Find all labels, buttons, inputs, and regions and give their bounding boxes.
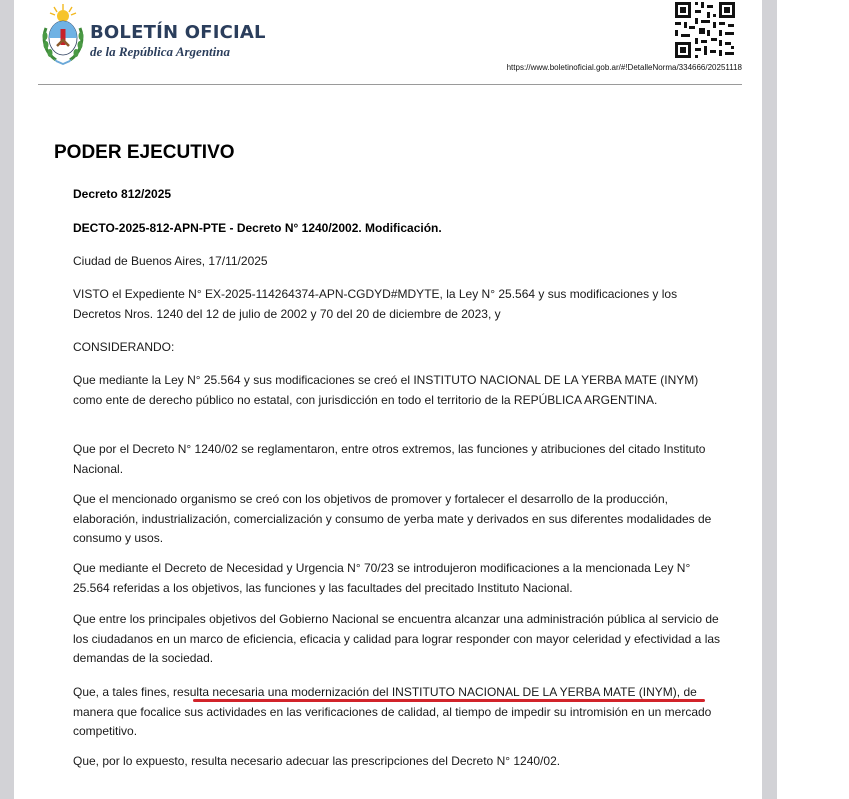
paragraph-4: Que mediante el Decreto de Necesidad y Urgencia N° 70/23 se introdujeron modificaciones a la mencionada Ley N° 25.564 referidas a los objetivos, las funciones y las facultades del precitado Instituto Nacional. (73, 561, 691, 595)
decree-number: Decreto 812/2025 (73, 187, 172, 201)
paragraph-7: Que, por lo expuesto, resulta necesario adecuar las prescripciones del Decreto N° 1240/02. (73, 754, 561, 768)
paragraph-6: Que, a tales fines, resulta necesaria una modernización del INSTITUTO NACIONAL DE LA YERBA MATE (INYM), de manera que focalice sus actividades en las verificaciones de calidad, al tiempo de impedir su intromisión en un mercado competitivo. (73, 685, 712, 738)
document-page (14, 0, 762, 799)
visto-paragraph: VISTO el Expediente N° EX-2025-114264374-APN-CGDYD#MDYTE, la Ley N° 25.564 y sus modificaciones y los Decretos Nros. 1240 del 12 de julio de 2002 y 70 del 20 de diciembre de 2023, y (73, 287, 678, 321)
qr-code-icon (673, 0, 737, 60)
argentina-coat-of-arms-icon (40, 2, 86, 66)
section-heading: PODER EJECUTIVO (54, 142, 235, 163)
brand-title: BOLETÍN OFICIAL (90, 22, 266, 43)
paragraph-1: Que mediante la Ley N° 25.564 y sus modificaciones se creó el INSTITUTO NACIONAL DE LA YERBA MATE (INYM) como ente de derecho público no estatal, con jurisdicción en todo el territorio de la REPÚBLICA ARGENTINA. (73, 373, 699, 407)
place-date: Ciudad de Buenos Aires, 17/11/2025 (73, 254, 268, 268)
document-url[interactable]: https://www.boletinoficial.gob.ar/#!DetalleNorma/334666/20251118 (506, 63, 742, 72)
decree-title: DECTO-2025-812-APN-PTE - Decreto N° 1240/2002. Modificación. (73, 221, 442, 235)
paragraph-2: Que por el Decreto N° 1240/02 se reglamentaron, entre otros extremos, las funciones y atribuciones del citado Instituto Nacional. (73, 442, 706, 476)
brand-subtitle: de la República Argentina (90, 44, 230, 59)
considerando-heading: CONSIDERANDO: (73, 340, 175, 354)
viewer-right-margin (762, 0, 777, 799)
header-divider (38, 84, 742, 85)
paragraph-5: Que entre los principales objetivos del Gobierno Nacional se encuentra alcanzar una administración pública al servicio de los ciudadanos en un marco de eficiencia, eficacia y calidad para lograr responder con mayor celeridad y efectividad a las demandas de la sociedad. (73, 612, 721, 665)
paragraph-3: Que el mencionado organismo se creó con los objetivos de promover y fortalecer el desarrollo de la producción, elaboración, industrialización, comercialización y consumo de yerba mate y derivados en sus diferentes modalidades de consumo y usos. (73, 492, 712, 545)
highlight-underline (193, 699, 705, 702)
viewer-left-margin (0, 0, 14, 799)
